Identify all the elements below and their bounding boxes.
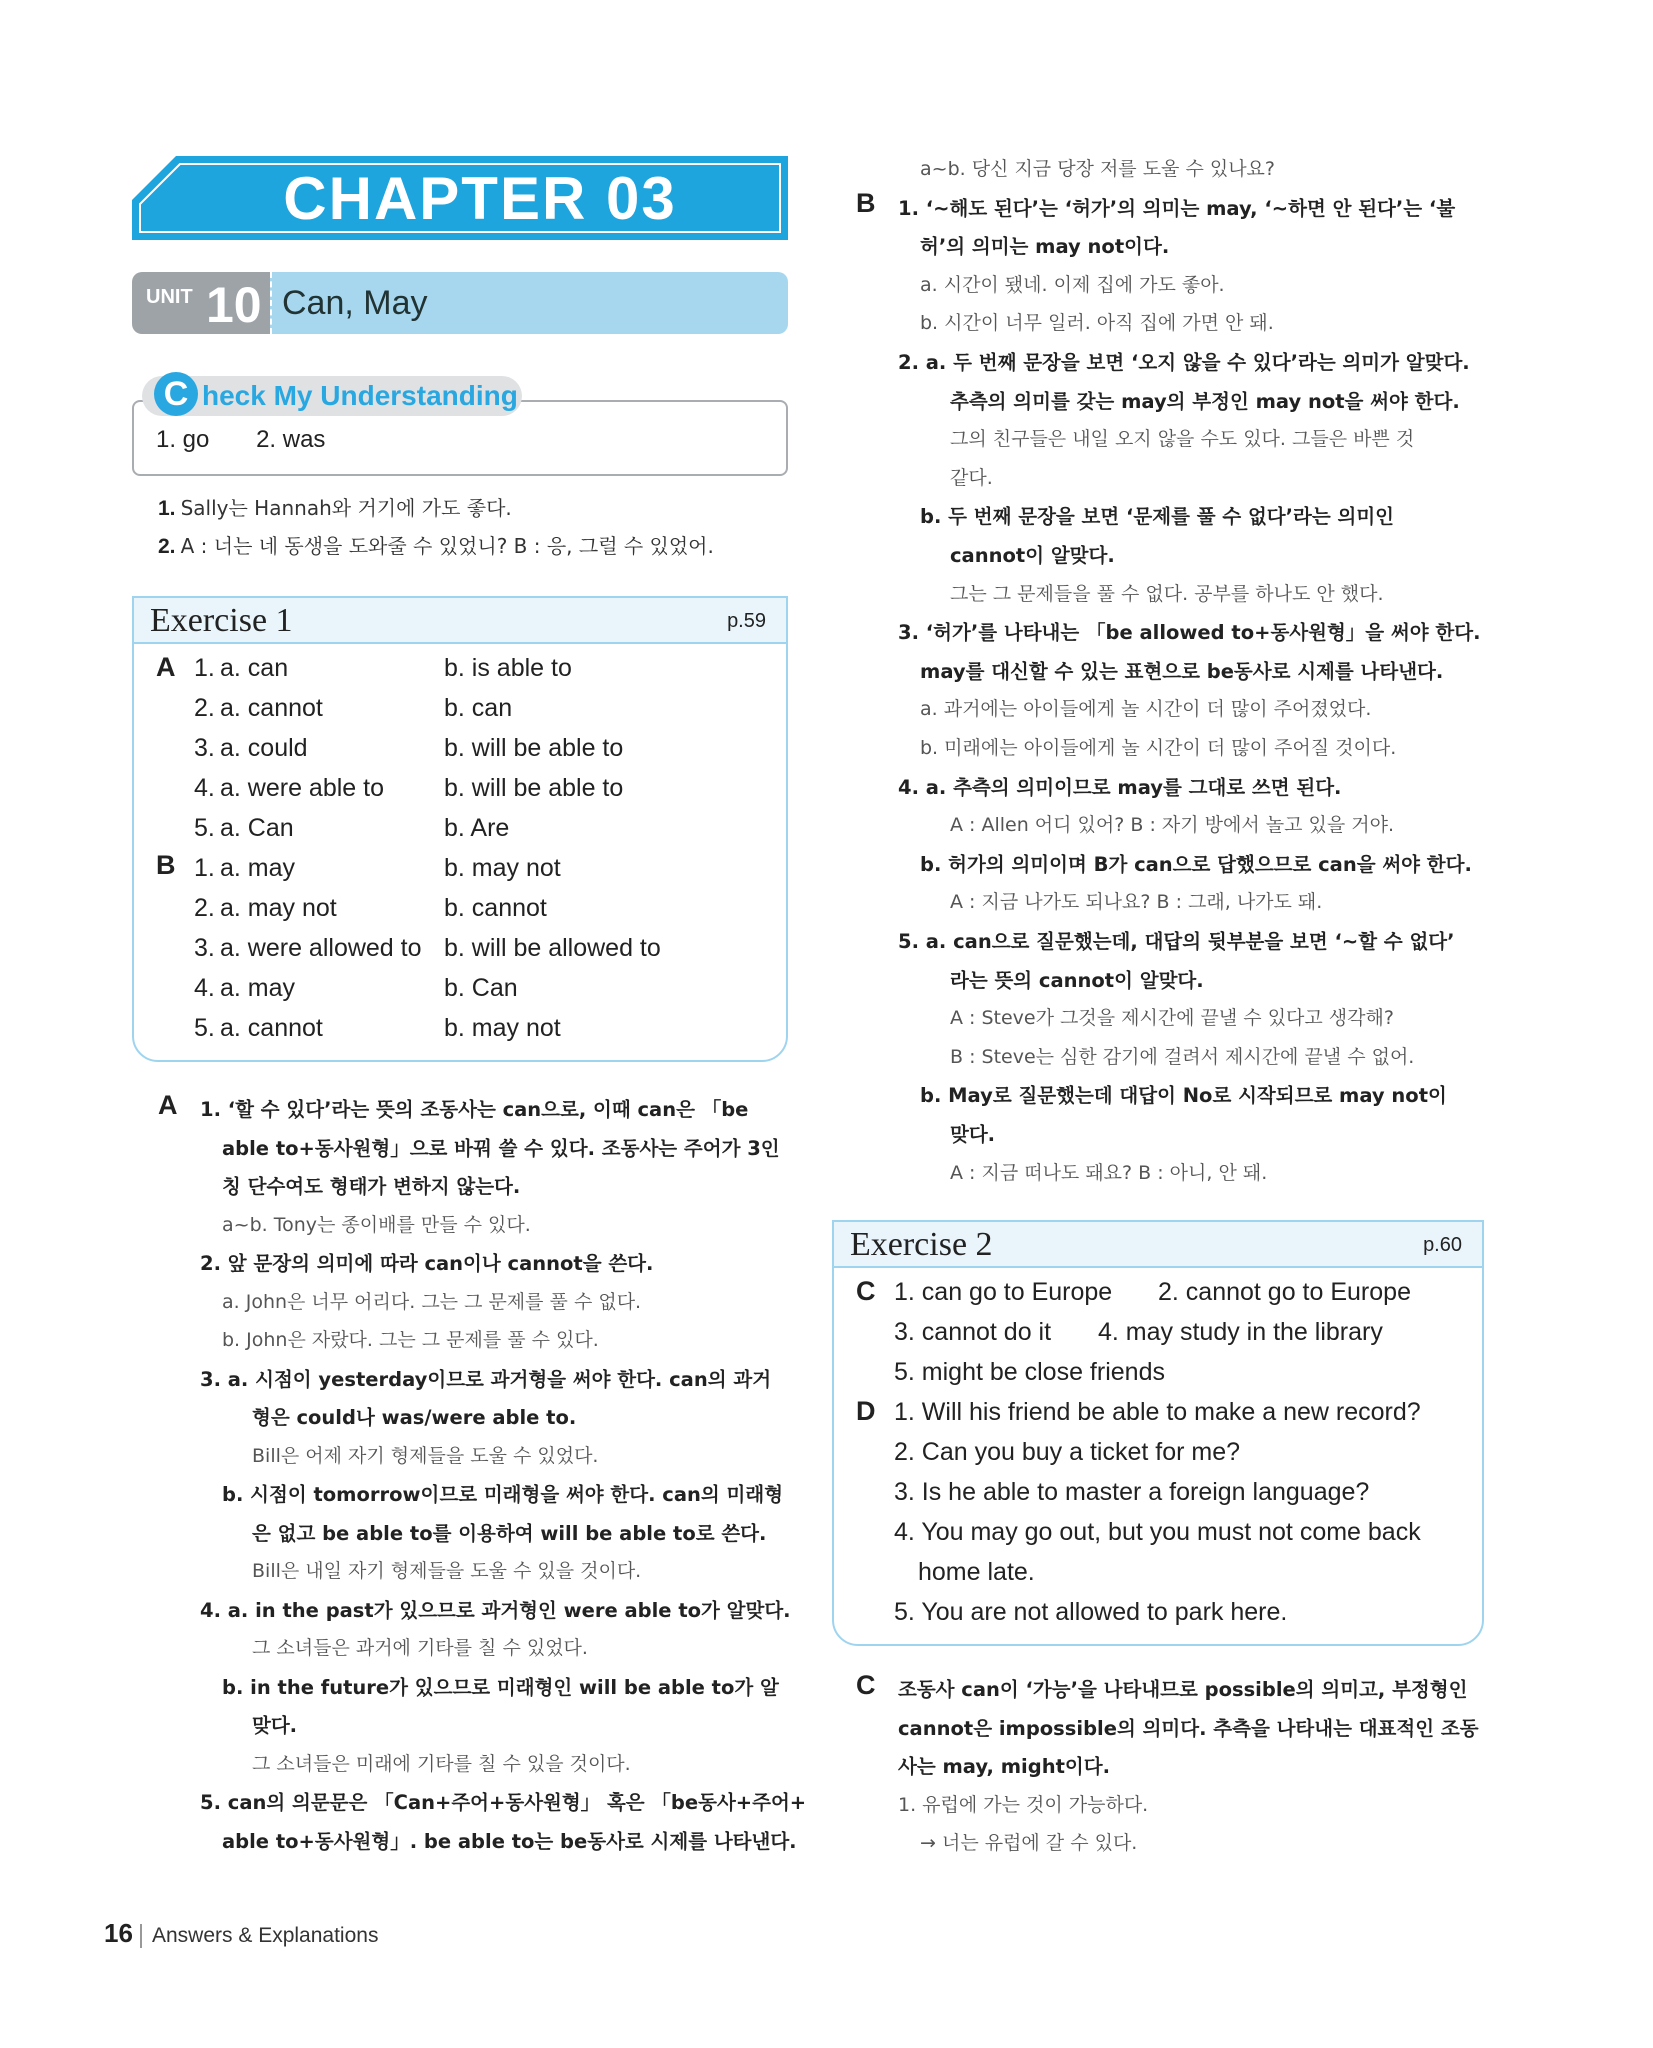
check-answer-2: 2. was [256,426,326,453]
ex1-a-4a: a. were able to [220,774,384,802]
ex1-b-1a: a. may [220,854,296,882]
ex1-b-5b: b. may not [444,1014,561,1042]
explanation-line: 4. a. 추측의 의미이므로 may를 그대로 쓰면 된다. [898,775,1342,799]
explanation-line: a. 과거에는 아이들에게 놀 시간이 더 많이 주어졌었다. [920,698,1372,721]
explanation-line: 5. a. can으로 질문했는데, 대답의 뒷부분을 보면 ‘~할 수 없다’ [898,930,1455,953]
ex1-a-n5: 5. [194,814,215,842]
chapter-title: CHAPTER 03 [283,164,677,232]
exercise2-page: p.60 [1423,1234,1462,1256]
explanation-line: 칭 단수여도 형태가 변하지 않는다. [222,1175,521,1198]
explanation-line: b. 시점이 tomorrow이므로 미래형을 써야 한다. can의 미래형 [222,1483,784,1506]
explanation-line: b. in the future가 있으므로 미래형인 will be able to가 알 [222,1675,779,1699]
ex1-a-n3: 3. [194,734,215,762]
exercise1-page: p.59 [727,610,766,632]
ex2-c-1: 1. can go to Europe [894,1278,1113,1306]
explanation-line: b. May로 질문했는데 대답이 No로 시작되므로 may not이 [920,1084,1447,1108]
ex2-d-4: 4. You may go out, but you must not come back [894,1518,1421,1546]
explanation-line: A : Steve가 그것을 제시간에 끝낼 수 있다고 생각해? [950,1007,1394,1030]
explain-c-letter: C [856,1670,876,1700]
ex1-b-n4: 4. [194,974,215,1002]
explanation-line: 1. 유럽에 가는 것이 가능하다. [898,1793,1149,1816]
explanation-line: able to+동사원형」으로 바꿔 쓸 수 있다. 조동사는 주어가 3인 [222,1136,780,1160]
ex1-b-2a: a. may not [220,894,337,922]
exercise2-header [834,1222,1482,1268]
explanation-line: 허’의 의미는 may not이다. [920,235,1170,259]
explanation-line: b. 허가의 의미이며 B가 can으로 답했으므로 can을 써야 한다. [920,852,1472,876]
exercise1-header [134,598,786,644]
ex2-d-1: 1. Will his friend be able to make a new record? [894,1398,1421,1426]
ex2-c-5: 5. might be close friends [894,1358,1165,1386]
check-c-icon: C [154,372,198,416]
explanation-line: a~b. Tony는 종이배를 만들 수 있다. [222,1213,531,1236]
ex1-b-n5: 5. [194,1014,215,1042]
ex1-b-n1: 1. [194,854,215,882]
ex1-a-n1: 1. [194,654,215,682]
explanation-line: → 너는 유럽에 갈 수 있다. [920,1832,1138,1854]
explanation-line: B : Steve는 심한 감기에 걸려서 제시간에 끝낼 수 없어. [950,1045,1415,1068]
unit-number: 10 [206,277,262,333]
explanation-line: a. 시간이 됐네. 이제 집에 가도 좋아. [920,273,1225,296]
explanation-line: 추측의 의미를 갖는 may의 부정인 may not을 써야 한다. [950,389,1460,413]
page-number: 16 [104,1918,133,1948]
explanation-line: 사는 may, might이다. [898,1755,1110,1778]
explanation-line: 라는 뜻의 cannot이 알맞다. [950,968,1204,992]
explanation-line: 같다. [950,466,993,489]
unit-label: UNIT [146,286,193,308]
ex1-b-2b: b. cannot [444,894,547,922]
ex1-a-n2: 2. [194,694,215,722]
unit-header [132,272,788,334]
ex1-b-4b: b. Can [444,974,518,1002]
ex1-a-1a: a. can [220,654,289,682]
ex1-a-5b: b. Are [444,814,510,842]
explanation-line: 그는 그 문제들을 풀 수 없다. 공부를 하나도 안 했다. [950,582,1384,605]
ex2-d-3: 3. Is he able to master a foreign language? [894,1478,1370,1506]
check-understanding-label: heck My Understanding [202,380,518,411]
ex1-a-5a: a. Can [220,814,294,842]
ex1-a-4b: b. will be able to [444,774,624,802]
explanation-line: a. John은 너무 어리다. 그는 그 문제를 풀 수 없다. [222,1290,642,1313]
explanation-line: 3. ‘허가’를 나타내는 「be allowed to+동사원형」을 써야 한다. [898,621,1481,645]
exercise2-title: Exercise 2 [850,1226,993,1263]
unit-badge [132,272,270,334]
ex1-b-3b: b. will be allowed to [444,934,661,962]
explanation-line: 그 소녀들은 미래에 기타를 칠 수 있을 것이다. [252,1752,631,1775]
footer-text: Answers & Explanations [152,1924,379,1947]
explanation-line: 맞다. [252,1714,298,1737]
ex2-c-2: 2. cannot go to Europe [1158,1278,1411,1306]
ex1-a-2b: b. can [444,694,513,722]
exercise2-section-c: C [856,1276,876,1306]
explanation-line: A : Allen 어디 있어? B : 자기 방에서 놀고 있을 거야. [950,814,1394,837]
explanation-line: 3. a. 시점이 yesterday이므로 과거형을 써야 한다. can의 과거 [200,1367,772,1391]
ex2-d-4-cont: home late. [918,1558,1035,1586]
explanation-line: A : 지금 떠나도 돼요? B : 아니, 안 돼. [950,1161,1268,1184]
ex1-a-3b: b. will be able to [444,734,624,762]
ex1-a-1b: b. is able to [444,654,572,682]
explanation-line: 형은 could나 was/were able to. [252,1406,577,1429]
explain-a-letter: A [158,1090,178,1120]
explanation-line: 5. can의 의문문은 「Can+주어+동사원형」 혹은 「be동사+주어+ [200,1791,807,1814]
unit-title: Can, May [282,284,428,322]
check-answer-1: 1. go [156,426,210,453]
ex2-c-3: 3. cannot do it [894,1318,1052,1346]
explanation-line: b. 시간이 너무 일러. 아직 집에 가면 안 돼. [920,312,1274,335]
exercise1-section-b: B [156,850,176,880]
footer-divider [140,1924,142,1948]
explanation-line: 2. a. 두 번째 문장을 보면 ‘오지 않을 수 있다’라는 의미가 알맞다. [898,351,1470,374]
explanation-line: 1. ‘~해도 된다’는 ‘허가’의 의미는 may, ‘~하면 안 된다’는 ‘불 [898,196,1456,220]
explanation-line: able to+동사원형」. be able to는 be동사로 시제를 나타낸다. [222,1829,797,1853]
check-answers [156,426,365,454]
explanation-line: Bill은 내일 자기 형제들을 도울 수 있을 것이다. [252,1560,642,1582]
exercise1-title: Exercise 1 [150,602,293,639]
ex2-d-2: 2. Can you buy a ticket for me? [894,1438,1241,1466]
explanation-line: 2. 앞 문장의 의미에 따라 can이나 cannot을 쓴다. [200,1252,654,1275]
ex1-b-1b: b. may not [444,854,561,882]
explain-b-letter: B [856,188,876,218]
ex1-b-5a: a. cannot [220,1014,323,1042]
chapter-banner [132,156,788,240]
ex2-d-5: 5. You are not allowed to park here. [894,1598,1288,1626]
explanation-line: 그의 친구들은 내일 오지 않을 수도 있다. 그들은 바쁜 것 [950,428,1415,451]
ex1-b-n2: 2. [194,894,215,922]
ex1-a-3a: a. could [220,734,308,762]
explanation-line: 1. ‘할 수 있다’라는 뜻의 조동사는 can으로, 이때 can은 「be [200,1098,749,1121]
explanation-line: b. John은 자랐다. 그는 그 문제를 풀 수 있다. [222,1329,599,1351]
exercise1-section-a: A [156,652,176,682]
ex1-a-n4: 4. [194,774,215,802]
explanation-line: a~b. 당신 지금 당장 저를 도울 수 있나요? [920,158,1275,180]
ex1-b-3a: a. were allowed to [220,934,422,962]
explanation-line: A : 지금 나가도 되나요? B : 그래, 나가도 돼. [950,891,1323,914]
exercise2-section-d: D [856,1396,876,1426]
explanation-line: 은 없고 be able to를 이용하여 will be able to로 쓴다. [252,1521,767,1545]
explanation-line: 맞다. [950,1123,996,1146]
ex1-b-n3: 3. [194,934,215,962]
explanation-line: cannot은 impossible의 의미다. 추측을 나타내는 대표적인 조동 [898,1716,1479,1740]
check-note-2: 2. A : 너는 네 동생을 도와줄 수 있었니? B : 응, 그럴 수 있었어. [158,534,714,558]
explanation-line: b. 두 번째 문장을 보면 ‘문제를 풀 수 없다’라는 의미인 [920,505,1395,529]
ex1-a-2a: a. cannot [220,694,323,722]
ex2-c-4: 4. may study in the library [1098,1318,1383,1346]
explanation-line: cannot이 알맞다. [950,544,1115,567]
explanation-line: Bill은 어제 자기 형제들을 도울 수 있었다. [252,1444,599,1467]
ex1-b-4a: a. may [220,974,296,1002]
explanation-line: may를 대신할 수 있는 표현으로 be동사로 시제를 나타낸다. [920,659,1444,683]
check-note-1: 1. Sally는 Hannah와 거기에 가도 좋다. [158,496,512,520]
explanation-line: 조동사 can이 ‘가능’을 나타내므로 possible의 의미고, 부정형인 [898,1678,1468,1701]
explanation-line: b. 미래에는 아이들에게 놀 시간이 더 많이 주어질 것이다. [920,737,1397,759]
explanation-line: 그 소녀들은 과거에 기타를 칠 수 있었다. [252,1637,588,1659]
explanation-line: 4. a. in the past가 있으므로 과거형인 were able to가 알맞다. [200,1598,791,1622]
